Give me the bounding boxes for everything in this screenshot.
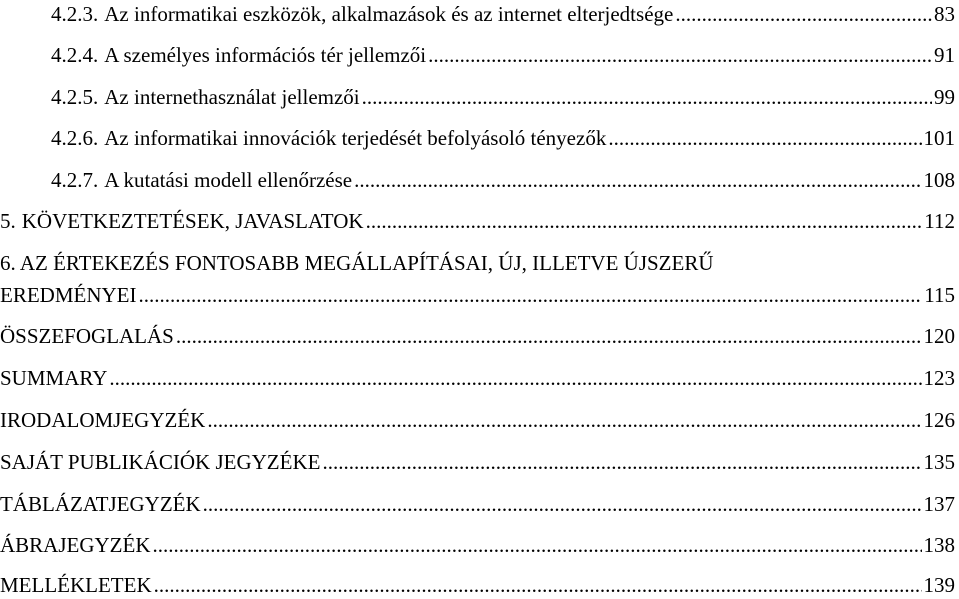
dot-leader [153, 531, 922, 559]
toc-entry-page: 108 [923, 168, 955, 192]
dot-leader [203, 490, 922, 518]
toc-entry-title-line1: AZ ÉRTEKEZÉS FONTOSABB MEGÁLLAPÍTÁSAI, ÚJ, ILLETVE ÚJSZERŰ [19, 251, 714, 275]
toc-entry-number: 4.2.5. [51, 85, 99, 109]
toc-entry-title: ÖSSZEFOGLALÁS [0, 324, 174, 348]
dot-leader [322, 448, 921, 476]
dot-leader [109, 364, 921, 392]
toc-entry-publikaciok[interactable] [0, 448, 955, 476]
toc-entry-number: 5. [0, 209, 16, 233]
toc-entry-title: MELLÉKLETEK [0, 573, 152, 597]
toc-entry-title: Az internethasználat jellemzői [104, 85, 360, 109]
toc-entry-title: A személyes információs tér jellemzői [104, 43, 427, 67]
toc-entry-title: Az informatikai eszközök, alkalmazások és az internet elterjedtsége [104, 2, 674, 26]
toc-entry-page: 120 [923, 324, 955, 348]
toc-entry-number: 4.2.3. [51, 2, 99, 26]
toc-entry-number: 4.2.4. [51, 43, 99, 67]
toc-entry-abrajegyzek[interactable] [0, 531, 955, 559]
toc-entry-page: 91 [934, 43, 955, 67]
dot-leader [362, 83, 932, 111]
toc-entry-number: 4.2.6. [51, 126, 99, 150]
toc-entry-page: 101 [923, 126, 955, 150]
toc-entry-4-2-5[interactable] [0, 83, 955, 111]
toc-entry-page: 123 [923, 366, 955, 390]
toc-entry-title: EREDMÉNYEI [0, 283, 137, 307]
toc-entry-number: 4.2.7. [51, 168, 99, 192]
toc-entry-page: 137 [923, 492, 955, 516]
toc-entry-title: TÁBLÁZATJEGYZÉK [0, 492, 201, 516]
toc-entry-5[interactable] [0, 207, 955, 235]
dot-leader [354, 166, 921, 194]
dot-leader [675, 0, 932, 28]
toc-entry-title: ÁBRAJEGYZÉK [0, 533, 151, 557]
dot-leader [428, 41, 932, 69]
toc-entry-6-first-line[interactable] [0, 249, 955, 277]
dot-leader [176, 322, 922, 350]
toc-entry-title: SUMMARY [0, 366, 108, 390]
toc-entry-page: 135 [923, 450, 955, 474]
toc-entry-page: 138 [923, 533, 955, 557]
dot-leader [207, 406, 921, 434]
toc-entry-page: 99 [934, 85, 955, 109]
toc-entry-4-2-6[interactable] [0, 124, 955, 152]
toc-entry-page: 112 [924, 209, 955, 233]
toc-entry-4-2-3[interactable] [0, 0, 955, 28]
toc-entry-title: IRODALOMJEGYZÉK [0, 408, 206, 432]
toc-entry-page: 139 [923, 573, 955, 597]
dot-leader [154, 571, 922, 599]
toc-entry-page: 83 [934, 2, 955, 26]
toc-entry-4-2-7[interactable] [0, 166, 955, 194]
toc-entry-tablazatjegyzek[interactable] [0, 490, 955, 518]
toc-entry-irodalomjegyzek[interactable] [0, 406, 955, 434]
toc-entry-number: 6. [0, 251, 16, 275]
toc-entry-title: A kutatási modell ellenőrzése [104, 168, 353, 192]
toc-entry-6[interactable] [0, 281, 955, 309]
dot-leader [608, 124, 921, 152]
toc-entry-mellekletek[interactable] [0, 571, 955, 599]
toc-entry-page: 115 [924, 283, 955, 307]
toc-entry-title: Az informatikai innovációk terjedését befolyásoló tényezők [104, 126, 607, 150]
toc-entry-osszefoglalas[interactable] [0, 322, 955, 350]
dot-leader [138, 281, 922, 309]
toc-entry-summary[interactable] [0, 364, 955, 392]
toc-entry-4-2-4[interactable] [0, 41, 955, 69]
toc-entry-page: 126 [923, 408, 955, 432]
toc-entry-title: KÖVETKEZTETÉSEK, JAVASLATOK [21, 209, 364, 233]
toc-entry-title: SAJÁT PUBLIKÁCIÓK JEGYZÉKE [0, 450, 321, 474]
dot-leader [366, 207, 923, 235]
